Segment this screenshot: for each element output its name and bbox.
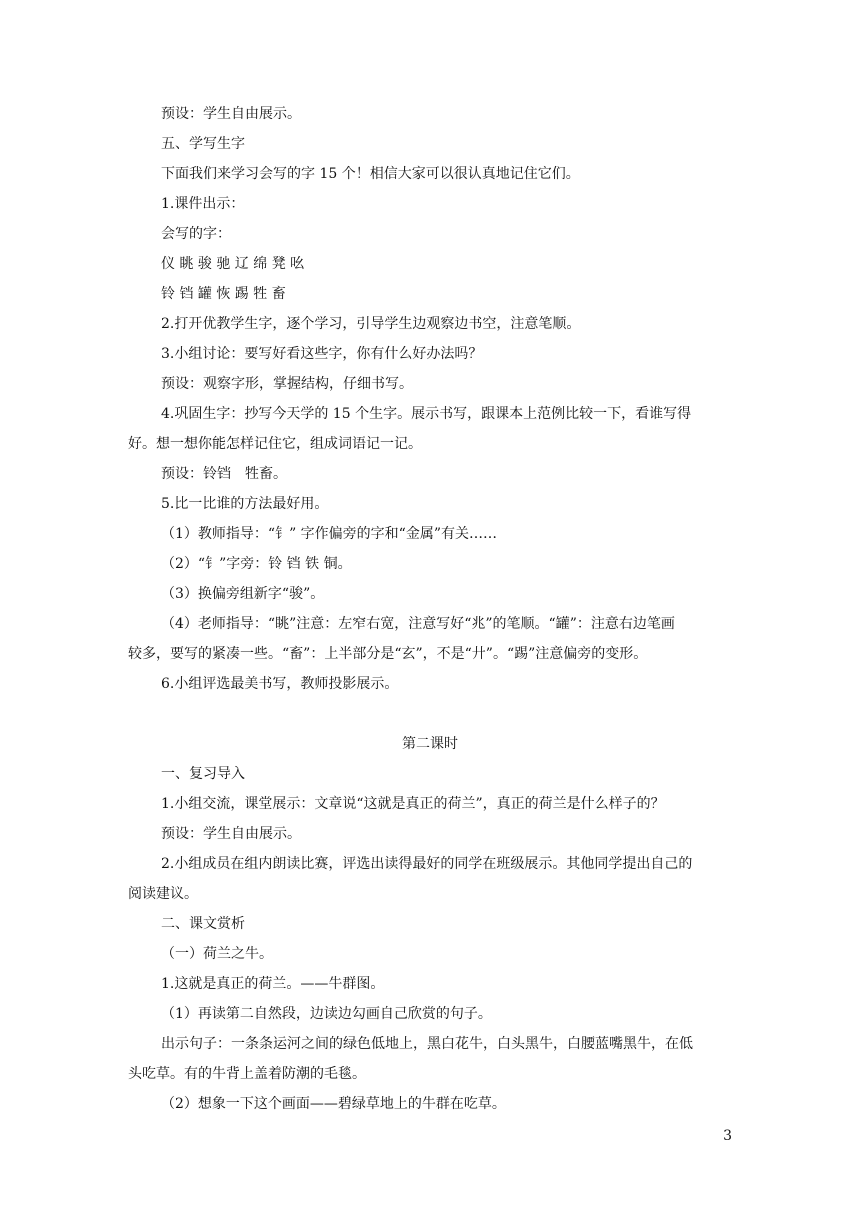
text-line: 阅读建议。	[128, 886, 198, 902]
section-heading: 一、复习导入	[161, 766, 245, 782]
text-line: （2）“钅”字旁：铃 铛 铁 铜。	[161, 556, 352, 572]
text-line: 出示句子：一条条运河之间的绿色低地上，黑白花牛，白头黑牛，白腰蓝嘴黑牛，在低	[161, 1036, 693, 1052]
page-number: 3	[723, 1128, 732, 1144]
text-line: 1.课件出示：	[161, 196, 245, 212]
text-line: 2.打开优教学生字，逐个学习，引导学生边观察边书空，注意笔顺。	[161, 316, 581, 332]
text-line: 较多，要写的紧凑一些。“畜”：上半部分是“玄”，不是“廾”。“踢”注意偏旁的变形。	[128, 646, 648, 662]
section-heading: 二、课文赏析	[161, 916, 245, 932]
text-line: 1.小组交流，课堂展示：文章说“这就是真正的荷兰”，真正的荷兰是什么样子的？	[161, 796, 665, 812]
text-line: 预设：观察字形，掌握结构，仔细书写。	[161, 376, 413, 392]
character-list: 铃 铛 罐 恢 踢 牲 畜	[161, 286, 286, 302]
text-line: 预设：学生自由展示。	[161, 826, 301, 842]
text-line: 4.巩固生字：抄写今天学的 15 个生字。展示书写，跟课本上范例比较一下，看谁写得	[161, 406, 692, 422]
lesson-title: 第二课时	[402, 736, 458, 752]
text-line: 会写的字：	[161, 226, 231, 242]
text-line: 头吃草。有的牛背上盖着防潮的毛毯。	[128, 1066, 366, 1082]
text-line: 6.小组评选最美书写，教师投影展示。	[161, 676, 399, 692]
text-line: （3）换偏旁组新字“骏”。	[161, 586, 325, 602]
text-line: 5.比一比谁的方法最好用。	[161, 496, 329, 512]
text-line: 1.这就是真正的荷兰。——牛群图。	[161, 976, 385, 992]
text-line: 预设：学生自由展示。	[161, 106, 301, 122]
text-line: （2）想象一下这个画面——碧绿草地上的牛群在吃草。	[161, 1096, 506, 1112]
text-line: 预设：铃铛 牲畜。	[161, 466, 287, 482]
text-line: 2.小组成员在组内朗读比赛，评选出读得最好的同学在班级展示。其他同学提出自己的	[161, 856, 693, 872]
text-line: 3.小组讨论：要写好看这些字，你有什么好办法吗？	[161, 346, 483, 362]
text-line: （一）荷兰之牛。	[161, 946, 273, 962]
section-heading: 五、学写生字	[161, 136, 245, 152]
text-line: （4）老师指导：“眺”注意：左窄右宽，注意写好“兆”的笔顺。“罐”：注意右边笔画	[161, 616, 675, 632]
text-line: （1）教师指导：“钅” 字作偏旁的字和“金属”有关……	[161, 526, 497, 542]
text-line: 好。想一想你能怎样记住它，组成词语记一记。	[128, 436, 422, 452]
text-line: （1）再读第二自然段，边读边勾画自己欣赏的句子。	[161, 1006, 492, 1022]
text-line: 下面我们来学习会写的字 15 个！相信大家可以很认真地记住它们。	[161, 166, 580, 182]
character-list: 仪 眺 骏 驰 辽 绵 凳 吆	[161, 256, 305, 272]
